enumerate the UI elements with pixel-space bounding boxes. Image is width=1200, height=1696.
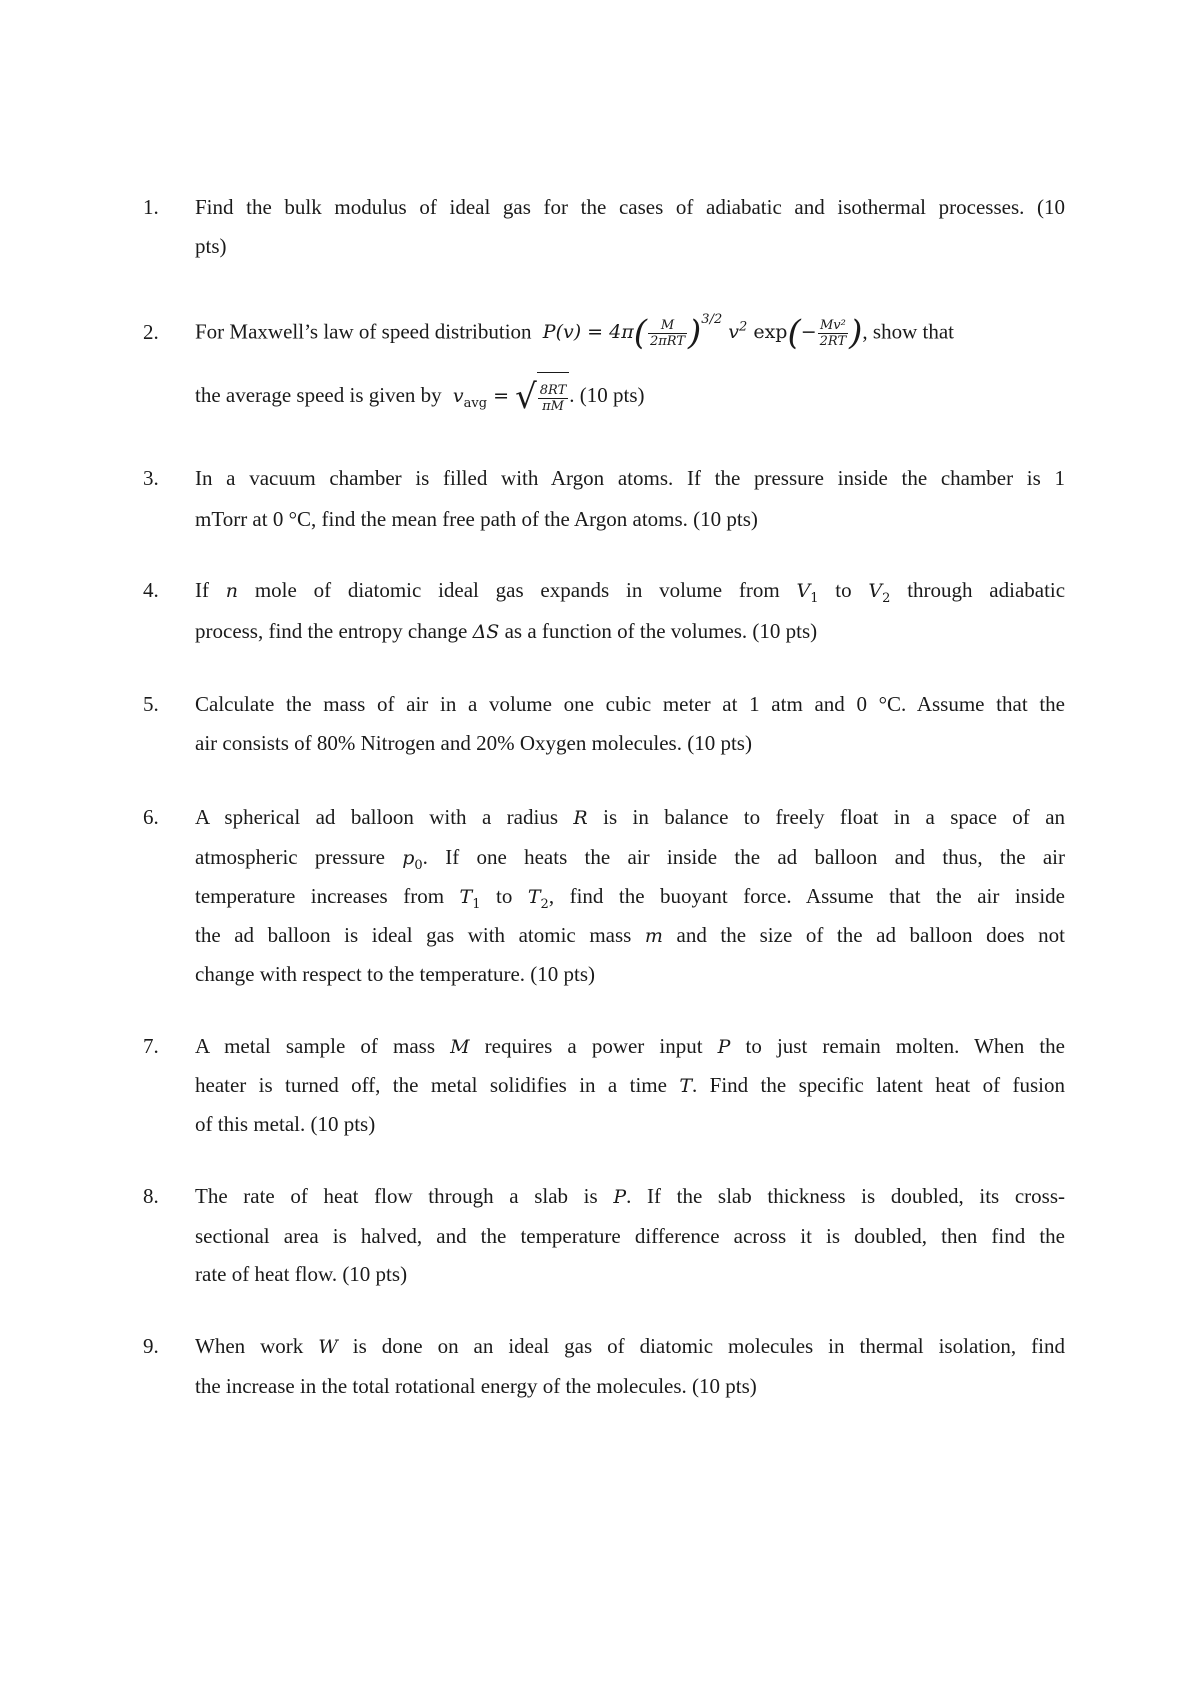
question-text: If n mole of diatomic ideal gas expands in volume from $V_1$ to $V_2$ through adiabatic (195, 578, 1066, 606)
question-number: 1. (143, 195, 159, 219)
question-text: pts) (195, 234, 227, 258)
question-text: the average speed is given by $v_{avg}$ = √ $\frac{8RT}{\pi M}$ . (10 pts) (195, 370, 1065, 420)
question-text: Calculate the mass of air in a volume one cubic meter at 1 atm and 0 °C. Assume that the (195, 692, 1065, 716)
question-number: 9. (143, 1334, 159, 1358)
question-text: atmospheric pressure $p_0$. If one heats the air inside the ad balloon and thus, the air (195, 845, 1065, 873)
question-number: 3. (143, 466, 159, 490)
question-text: heater is turned off, the metal solidifies in a time T. Find the specific latent heat of fusion (195, 1073, 1065, 1097)
question-number: 4. (143, 578, 159, 602)
question-text: rate of heat flow. (10 pts) (195, 1262, 408, 1286)
question-text: In a vacuum chamber is filled with Argon atoms. If the pressure inside the chamber is 1 (195, 466, 1065, 490)
question-text: sectional area is halved, and the temperature difference across it is doubled, then find the (195, 1224, 1065, 1248)
question-number: 5. (143, 692, 159, 716)
maxwell-formula: P(v) = 4π( $\frac{M}{\text{2πRT}}$ )$^{3/2}$ $v^2$ exp(− $\frac{\text{Mv²}}{2RT}$ ) (542, 312, 863, 354)
question-text: the ad balloon is ideal gas with atomic mass m and the size of the ad balloon does not (195, 923, 1065, 947)
question-text: A spherical ad balloon with a radius R is in balance to freely float in a space of an (195, 805, 1066, 829)
question-text: the increase in the total rotational energy of the molecules. (10 pts) (195, 1374, 757, 1398)
average-speed-formula: $v_{avg}$ = √ $\frac{8RT}{\pi M}$ (453, 385, 569, 407)
question-number: 6. (143, 805, 159, 829)
question-text: temperature increases from $T_1$ to $T_2$, find the buoyant force. Assume that the air inside (195, 884, 1066, 912)
question-text: process, find the entropy change ΔS as a function of the volumes. (10 pts) (195, 619, 818, 643)
question-text: mTorr at 0 °C, find the mean free path of the Argon atoms. (10 pts) (195, 507, 758, 531)
question-text: When work W is done on an ideal gas of diatomic molecules in thermal isolation, find (195, 1334, 1065, 1358)
question-text: Find the bulk modulus of ideal gas for the cases of adiabatic and isothermal processes. (10 (195, 195, 1065, 219)
question-text: For Maxwell’s law of speed distribution P(v) = 4π( $\frac{M}{\text{2πRT}}$ )$^{3/2}$ $v^2$ exp(− $\frac{\text{Mv²}}{2RT}$ ), show that (195, 312, 954, 354)
question-text: The rate of heat flow through a slab is P. If the slab thickness is doubled, its cross- (195, 1184, 1065, 1208)
question-text: change with respect to the temperature. (10 pts) (195, 962, 596, 986)
question-number: 8. (143, 1184, 159, 1208)
question-text: A metal sample of mass M requires a power input P to just remain molten. When the (195, 1034, 1065, 1058)
question-text: air consists of 80% Nitrogen and 20% Oxygen molecules. (10 pts) (195, 731, 752, 755)
question-number: 7. (143, 1034, 159, 1058)
question-number: 2. (143, 320, 159, 344)
question-text: of this metal. (10 pts) (195, 1112, 376, 1136)
